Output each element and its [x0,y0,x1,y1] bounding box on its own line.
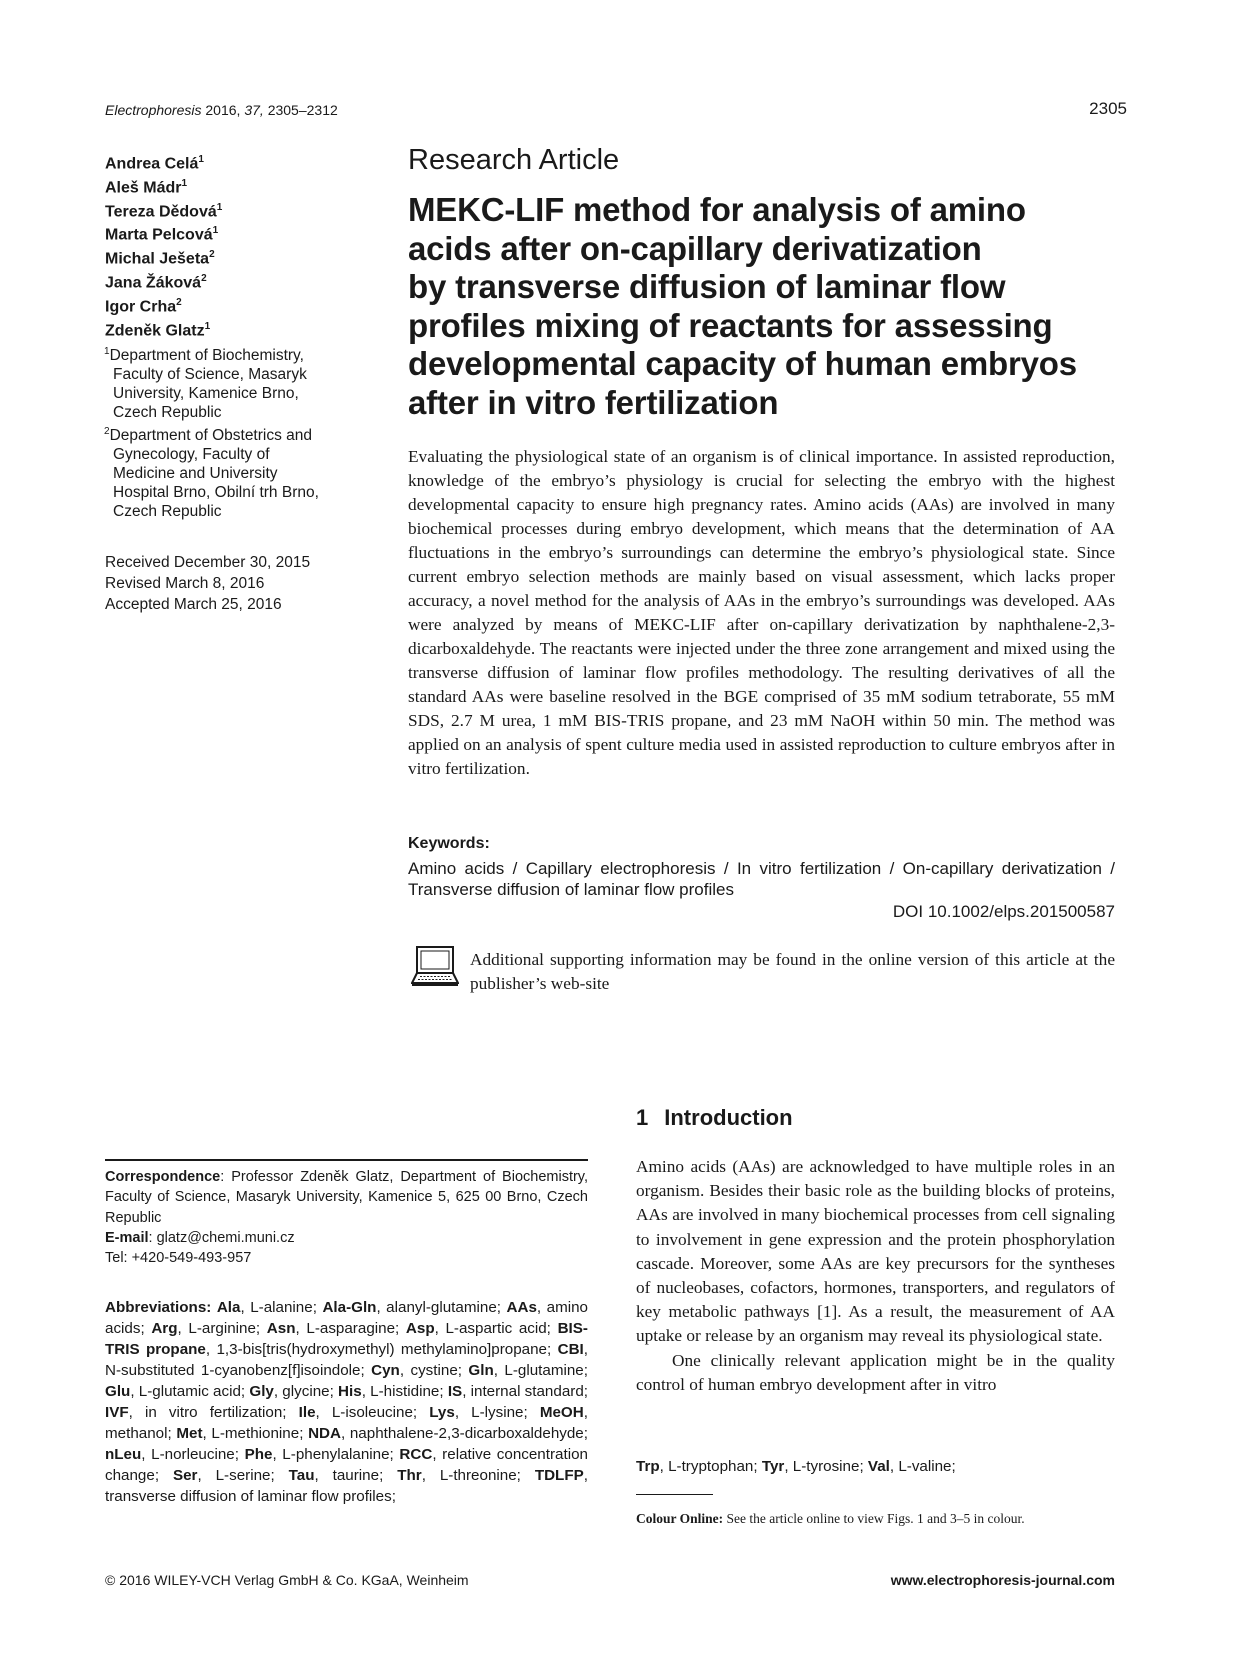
abbreviation-term: Cyn [371,1362,400,1379]
journal-reference [105,102,338,118]
abbreviation-definition: , methanol; [105,1404,588,1442]
abbreviation-term: Ala [216,1299,241,1316]
author: Tereza Dědová$^1$ [105,201,223,220]
abbreviation-term: Phe [244,1446,273,1463]
abbreviation-term: Ile [298,1404,316,1421]
abbreviation-definition: , transverse diffusion of laminar flow profiles; [105,1467,588,1505]
abbreviation-definition: , L-phenylalanine; [272,1446,394,1463]
abbreviation-definition: , relative concentration change; [105,1446,588,1484]
abbreviation-definition: , L-aspartic acid; [434,1320,551,1337]
abbreviation-term: nLeu [105,1446,142,1463]
intro-paragraph-1: Amino acids (AAs) are acknowledged to have multiple roles in an organism. Besides their basic role as the building blocks of proteins, AAs are involved in many biochemical processes from cell signaling to involvement in gene expression and the protein phosphorylation cascade. Moreover, some AAs are key precursors for the syntheses of nucleobases, cofactors, hormones, transporters, and regulators of key metabolic pathways [1]. As a result, the measurement of AA uptake or release by an organism may reveal its physiological state. [636,1157,1115,1346]
abbreviation-definition: , in vitro fertilization; [128,1404,287,1421]
introduction-heading: 1 Introduction [636,1105,793,1130]
abbreviation-definition: , L-histidine; [361,1383,444,1400]
journal-website: www.electrophoresis-journal.com [890,1572,1115,1588]
abbreviation-definition: , naphthalene-2,3-dicarboxaldehyde; [340,1425,588,1442]
abbreviation-term: His [338,1383,362,1400]
abbreviation-definition: , L-alanine; [240,1299,317,1316]
abbreviation-definition: , L-threonine; [421,1467,521,1484]
copyright: © 2016 WILEY-VCH Verlag GmbH & Co. KGaA, Weinheim [105,1572,469,1588]
abbreviation-term: TDLFP [534,1467,584,1484]
abbreviation-definition: , alanyl-glutamine; [376,1299,501,1316]
abbreviation-definition: , L-asparagine; [295,1320,400,1337]
revised-date: Revised March 8, 2016 [105,575,265,592]
abbreviation-definition: , glycine; [273,1383,334,1400]
journal-year: 2016, [205,102,241,118]
abbreviation-definition: , internal standard; [462,1383,588,1400]
abbreviation-term: Gln [468,1362,494,1379]
abbreviation-definition: , L-serine; [197,1467,275,1484]
journal-volume: 37, [244,102,264,118]
abbreviation-term: Ala-Gln [322,1299,377,1316]
abbreviation-definition: , amino acids; [105,1299,588,1337]
abbreviation-term: Met [176,1425,203,1442]
author: Andrea Celá$^1$ [105,154,204,173]
footnote-rule [636,1494,713,1495]
author: Igor Crha$^2$ [105,296,182,316]
journal-pages: 2305–2312 [267,102,338,118]
abbreviation-definition: , N-substituted 1-cyanobenz[f]isoindole; [105,1341,588,1379]
journal-name: Electrophoresis [105,102,202,118]
abbreviation-term: Asn [266,1320,296,1337]
abbreviation-term: Tyr [761,1458,785,1475]
author: Marta Pelcová$^1$ [105,225,219,244]
abbreviation-term: Lys [429,1404,455,1421]
abbreviation-definition: , L-valine; [889,1458,956,1475]
doi: DOI 10.1002/elps.201500587 [892,902,1115,921]
computer-icon [411,945,459,987]
keywords-label: Keywords: [408,835,490,852]
received-date: Received December 30, 2015 [105,554,311,571]
abbreviation-term: NDA [308,1425,341,1442]
accepted-date: Accepted March 25, 2016 [105,596,282,613]
abbreviation-term: Asp [405,1320,435,1337]
abbreviation-term: Ser [172,1467,198,1484]
intro-paragraph-2: One clinically relevant application might be in the quality control of human embryo development after in vitro [636,1350,1115,1394]
page-number: 2305 [1089,99,1127,118]
affiliation-1: $^1$Department of Biochemistry, Faculty of Science, Masaryk University, Kamenice Brno, Czech Republic [104,346,307,422]
abbreviations: Abbreviations: Ala, L-alanine; Ala-Gln, alanyl-glutamine; AAs, amino acids; Arg, L-arginine; Asn, L-asparagine; Asp, L-aspartic acid; BIS-TRIS propane, 1,3-bis[tris(hydroxymethyl) methylamino]propane; CBI, N-substituted 1-cyanobenz[f]isoindole; Cyn, cystine; Gln, L-glutamine; Glu, L-glutamic acid; Gly, glycine; His, L-histidine; IS, internal standard; IVF, in vitro fertilization; Ile, L-isoleucine; Lys, L-lysine; MeOH, methanol; Met, L-methionine; NDA, naphthalene-2,3-dicarboxaldehyde; nLeu, L-norleucine; Phe, L-phenylalanine; RCC, relative concentration change; Ser, L-serine; Tau, taurine; Thr, L-threonine; TDLFP, transverse diffusion of laminar flow profiles; [105,1299,588,1505]
abbreviation-definition: , L-methionine; [202,1425,304,1442]
abbreviation-term: BIS-TRIS propane [105,1320,588,1358]
author: Jana Žáková$^2$ [105,273,207,292]
abbreviation-term: IVF [105,1404,129,1421]
keywords: Amino acids / Capillary electrophoresis / In vitro fertilization / On-capillary derivatization / Transverse diffusion of laminar flow profiles [408,859,1115,899]
abbreviation-definition: , L-lysine; [454,1404,528,1421]
colour-online-note: Colour Online: See the article online to view Figs. 1 and 3–5 in colour. [636,1511,1025,1526]
affiliation-2: $^2$Department of Obstetrics and Gynecology, Faculty of Medicine and University Hospital Brno, Obilní trh Brno, Czech Republic [104,426,319,521]
abbreviation-term: Trp [636,1458,660,1475]
abbreviation-term: Val [867,1458,890,1475]
abbreviation-definition: , L-tryptophan; [659,1458,758,1475]
introduction-text [636,1155,1115,1397]
abstract: Evaluating the physiological state of an organism is of clinical importance. In assisted reproduction, knowledge of the embryo’s physiology is crucial for selecting the embryo with the highest developmental capacity to ensure high pregnancy rates. Amino acids (AAs) are involved in many biochemical processes during embryo development, which means that the determination of AA fluctuations in the embryo’s surroundings can determine the embryo’s physiological state. Since current embryo selection methods are mainly based on visual assessment, which lacks proper accuracy, a novel method for the analysis of AAs in the embryo’s surroundings was developed. AAs were analyzed by means of MEKC-LIF after on-capillary derivatization by naphthalene-2,3-dicarboxaldehyde. The reactants were injected under the three zone arrangement and mixed using the transverse diffusion of laminar flow profiles methodology. The resulting derivatives of all the standard AAs were baseline resolved in the BGE comprised of 35 mM sodium tetraborate, 55 mM SDS, 2.7 M urea, 1 mM BIS-TRIS propane, and 23 mM NaOH within 50 min. The method was applied on an analysis of spent culture media used in assisted reproduction to culture embryos after in vitro fertilization. [408,447,1115,778]
abbreviation-term: Thr [397,1467,422,1484]
author: Michal Ješeta$^2$ [105,249,215,268]
article-dates [105,552,310,615]
affiliations [104,342,364,521]
abbreviation-definition: , taurine; [314,1467,384,1484]
abbreviation-term: MeOH [539,1404,584,1421]
article-type: Research Article [408,144,620,176]
abbreviation-term: Tau [288,1467,315,1484]
abbreviation-definition: , L-tyrosine; [784,1458,864,1475]
abbreviation-definition: , L-glutamine; [493,1362,588,1379]
author: Zdeněk Glatz$^1$ [105,320,211,340]
correspondence: Correspondence: Professor Zdeněk Glatz, Department of Biochemistry, Faculty of Science, Masaryk University, Kamenice 5, 625 00 Brno, Czech Republic E-mail: glatz@chemi.muni.cz Tel: +420-549-493-957 [105,1169,588,1267]
abbreviation-definition: , 1,3-bis[tris(hydroxymethyl) methylamino]propane; [205,1341,552,1358]
supporting-info: Additional supporting information may be found in the online version of this article at the publisher’s web-site [470,950,1115,993]
abbreviation-term: IS [447,1383,463,1400]
abbreviations-continued [636,1456,1115,1477]
abbreviation-term: CBI [557,1341,584,1358]
abbreviation-term: AAs [506,1299,537,1316]
abbreviation-definition: , L-arginine; [177,1320,261,1337]
author-list [105,150,345,341]
abbreviation-term: Gly [249,1383,274,1400]
correspondence-rule [105,1159,588,1161]
abbreviation-term: Arg [151,1320,178,1337]
article-title: MEKC-LIF method for analysis of amino acids after on-capillary derivatization by transverse diffusion of laminar flow profiles mixing of reactants for assessing developmental capacity of human embryos after in vitro fertilization [408,191,1077,421]
abbreviation-term: Glu [105,1383,131,1400]
author: Aleš Mádr$^1$ [105,177,188,197]
abbreviation-definition: , L-norleucine; [141,1446,239,1463]
abbreviation-term: RCC [399,1446,433,1463]
abbreviation-definition: , L-glutamic acid; [130,1383,246,1400]
abbreviation-definition: , L-isoleucine; [315,1404,418,1421]
abbreviation-definition: , cystine; [399,1362,462,1379]
